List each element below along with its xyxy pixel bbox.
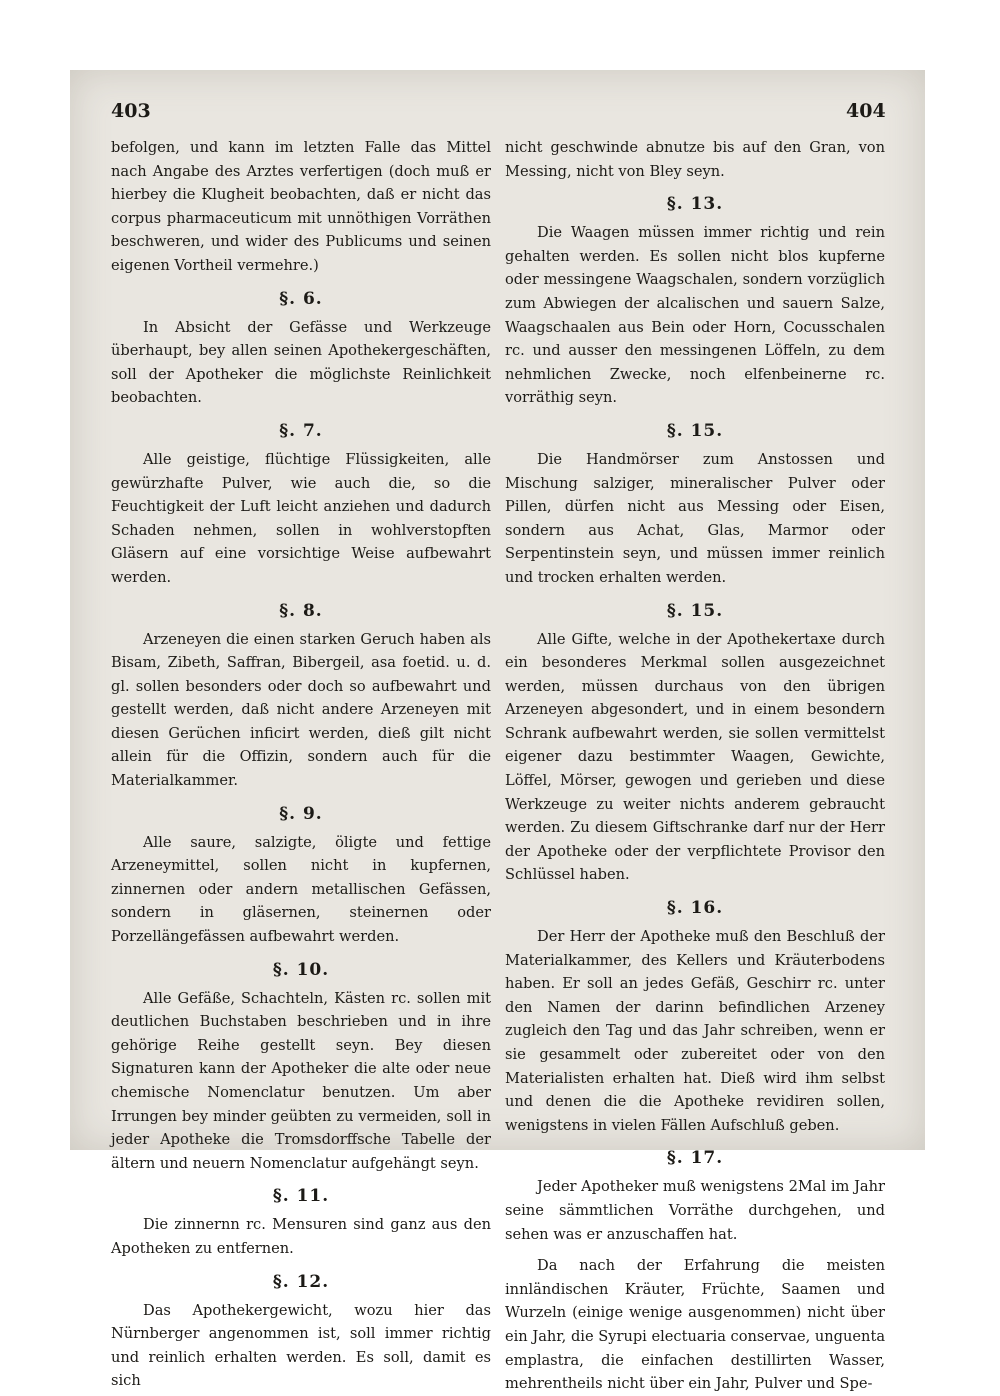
left-page-number: 403 [111,100,151,122]
paragraph-section-17a: Jeder Apotheker muß wenigstens 2Mal im Jahr seine sämmtlichen Vorräthe durchgehen, und sehen was er anzuschaffen hat. [505,1178,885,1243]
left-column [111,136,491,1393]
section-heading-14: §. 15. [666,420,724,441]
section-heading-12: §. 12. [272,1271,330,1292]
paragraph-section-10: Alle Gefäße, Schachteln, Kästen rc. sollen mit deutlichen Buchstaben beschrieben und in ihre gehörige Reihe gestellt seyn. Bey diesen Signaturen kann der Apotheker die alte oder neue chemische Nomenclatur benutzen. Um aber Irrungen bey minder geübten zu vermeiden, soll in jeder Apotheke die Tromsdorffsche Tabelle der ältern und neuern Nomenclatur aufgehängt seyn. [111,989,491,1172]
right-column [505,136,885,1396]
paragraph-section-6: In Absicht der Gefässe und Werkzeuge überhaupt, bey allen seinen Apothekergeschäften, soll der Apotheker die möglichste Reinlichkeit beobachten. [111,318,491,407]
section-heading-7: §. 7. [279,420,323,441]
paragraph-section-15: Alle Gifte, welche in der Apothekertaxe durch ein besonderes Merkmal sollen ausgezeichnet werden, müssen durchaus von den übrigen Arzeneyen abgesondert, und in einem besondern Schrank aufbewahrt werden, sie sollen vermittelst eigener dazu bestimmter Waagen, Gewichte, Löffel, Mörser, gewogen und gerieben und diese Werkzeuge zu weiter nichts anderem gebraucht werden. Zu diesem Giftschranke darf nur der Herr der Apotheke oder der verpflichtete Provisor den Schlüssel haben. [505,630,885,884]
section-heading-13: §. 13. [666,194,724,215]
section-heading-11: §. 11. [272,1186,330,1207]
paragraph-section-14: Die Handmörser zum Anstossen und Mischung salziger, mineralischer Pulver oder Pillen, dürfen nicht aus Messing oder Eisen, sondern aus Achat, Glas, Marmor oder Serpentinstein seyn, und müssen immer reinlich und trocken erhalten werden. [505,450,885,586]
paragraph-gap [505,1246,885,1254]
section-heading-15: §. 15. [666,600,724,621]
paragraph-section-8: Arzeneyen die einen starken Geruch haben als Bisam, Zibeth, Saffran, Bibergeil, asa foetid. u. d. gl. sollen besonders oder doch so aufbewahrt und gestellt werden, daß nicht andere Arzeneyen mit diesen Gerüchen inficirt werden, dieß gilt nicht allein für die Offizin, sondern auch für die Materialkammer. [111,630,491,790]
paragraph-section-17b: Da nach der Erfahrung die meisten innländischen Kräuter, Früchte, Saamen und Wurzeln (einige wenige ausgenommen) nicht über ein Jahr, die Syrupi electuaria conservae, unguenta emplastra, die einfachen destillirten Wasser, mehrentheils nicht über ein Jahr, Pulver und Spe- [505,1257,886,1393]
section-heading-6: §. 6. [279,288,323,309]
section-heading-16: §. 16. [666,898,724,919]
paragraph-section-11: Die zinnernn rc. Mensuren sind ganz aus den Apotheken zu entfernen. [111,1216,491,1257]
paragraph-section-16: Der Herr der Apotheke muß den Beschluß der Materialkammer, des Kellers und Kräuterbodens haben. Er soll an jedes Gefäß, Geschirr rc. unter den Namen der darinn befindlichen Arzeney zugleich den Tag und das Jahr schreiben, wenn er sie gesammelt oder zubereitet oder von den Materialisten erhalten hat. Dieß wird ihm selbst und denen die die Apotheke revidiren sollen, wenigstens in vielen Fällen Aufschluß geben. [505,928,885,1134]
section-heading-8: §. 8. [279,600,323,621]
section-heading-17: §. 17. [666,1148,724,1169]
paragraph-section-13: Die Waagen müssen immer richtig und rein gehalten werden. Es sollen nicht blos kupferne oder messingene Waagschalen, sondern vorzüglich zum Abwiegen der alcalischen und sauern Salze, Waagschaalen aus Bein oder Horn, Cocusschalen rc. und ausser den messingenen Löffeln, zu dem nehmlichen Zwecke, noch elfenbeinerne rc. vorräthig seyn. [505,224,885,407]
section-heading-9: §. 9. [279,803,323,824]
paragraph-section-12: Das Apothekergewicht, wozu hier das Nürnberger angenommen ist, soll immer richtig und reinlich erhalten werden. Es soll, damit es sich [111,1301,491,1390]
paragraph-section-9: Alle saure, salzigte, öligte und fettige Arzeneymittel, sollen nicht in kupfernen, zinnernen oder andern metallischen Gefässen, sondern in gläsernen, steinernen oder Porzellängefässen aufbewahrt werden. [111,833,491,946]
paragraph-section-7: Alle geistige, flüchtige Flüssigkeiten, alle gewürzhafte Pulver, wie auch die, so die Feuchtigkeit der Luft leicht anziehen und dadurch Schaden nehmen, sollen in wohlverstopften Gläsern auf eine vorsichtige Weise aufbewahrt werden. [111,450,491,586]
paragraph-continued: befolgen, und kann im letzten Falle das Mittel nach Angabe des Arztes verfertigen (doch muß er hierbey die Klugheit beobachten, daß er nicht das corpus pharmaceuticum mit unnöthigen Vorräthen beschweren, und wider des Publicums und seinen eigenen Vortheil vermehre.) [111,139,491,274]
section-heading-10: §. 10. [272,959,330,980]
paragraph-continued: nicht geschwinde abnutze bis auf den Gran, von Messing, nicht von Bley seyn. [505,139,885,180]
right-page-number: 404 [846,100,886,122]
